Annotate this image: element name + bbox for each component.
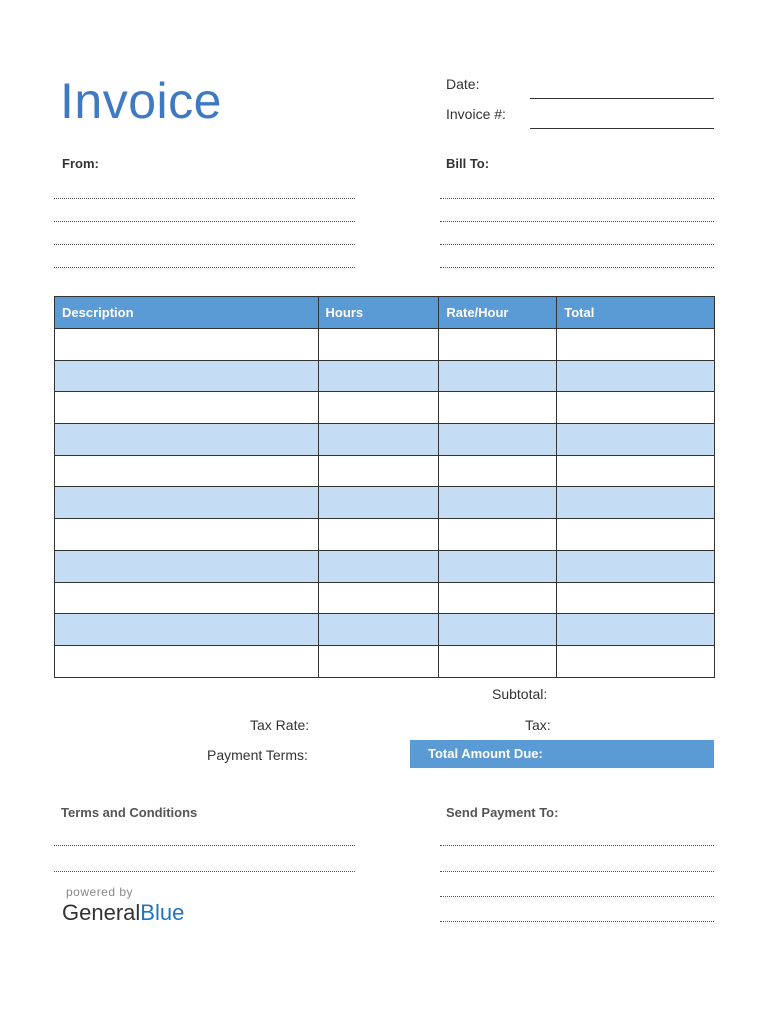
invoice-number-field[interactable] [530, 128, 714, 129]
cell-total[interactable] [557, 424, 715, 456]
payment-line-4[interactable] [440, 921, 714, 922]
cell-description[interactable] [55, 519, 319, 551]
items-table [54, 296, 715, 678]
column-header-description: Description [55, 297, 319, 329]
cell-description[interactable] [55, 645, 319, 677]
table-row [55, 455, 715, 487]
total-amount-due-bar [410, 740, 714, 768]
terms-line-1[interactable] [54, 845, 355, 846]
column-header-hours: Hours [318, 297, 439, 329]
cell-rate[interactable] [439, 360, 557, 392]
tax-label: Tax: [525, 717, 551, 733]
tax-rate-label: Tax Rate: [250, 717, 310, 733]
cell-description[interactable] [55, 424, 319, 456]
cell-rate[interactable] [439, 645, 557, 677]
cell-hours[interactable] [318, 614, 439, 646]
cell-rate[interactable] [439, 614, 557, 646]
cell-hours[interactable] [318, 329, 439, 361]
generalblue-logo [62, 900, 184, 926]
table-row [55, 487, 715, 519]
cell-description[interactable] [55, 329, 319, 361]
payment-line-1[interactable] [440, 845, 714, 846]
cell-rate[interactable] [439, 455, 557, 487]
terms-label: Terms and Conditions [61, 805, 198, 820]
payment-line-2[interactable] [440, 871, 714, 872]
cell-hours[interactable] [318, 424, 439, 456]
table-row [55, 519, 715, 551]
from-line-1[interactable] [54, 198, 355, 199]
payment-line-3[interactable] [440, 896, 714, 897]
cell-description[interactable] [55, 582, 319, 614]
cell-rate[interactable] [439, 487, 557, 519]
from-line-2[interactable] [54, 221, 355, 222]
bill-to-line-1[interactable] [440, 198, 714, 199]
date-label: Date: [446, 76, 480, 92]
cell-hours[interactable] [318, 645, 439, 677]
cell-description[interactable] [55, 550, 319, 582]
cell-total[interactable] [557, 582, 715, 614]
table-row [55, 360, 715, 392]
cell-description[interactable] [55, 487, 319, 519]
bill-to-label: Bill To: [446, 156, 490, 171]
cell-description[interactable] [55, 360, 319, 392]
cell-total[interactable] [557, 487, 715, 519]
table-row [55, 645, 715, 677]
table-row [55, 424, 715, 456]
cell-rate[interactable] [439, 424, 557, 456]
cell-rate[interactable] [439, 392, 557, 424]
logo-general: General [62, 900, 141, 925]
cell-description[interactable] [55, 455, 319, 487]
cell-hours[interactable] [318, 392, 439, 424]
cell-total[interactable] [557, 360, 715, 392]
column-header-total: Total [557, 297, 715, 329]
from-line-3[interactable] [54, 244, 355, 245]
cell-description[interactable] [55, 392, 319, 424]
cell-total[interactable] [557, 614, 715, 646]
date-field[interactable] [530, 98, 714, 99]
terms-line-2[interactable] [54, 871, 355, 872]
cell-hours[interactable] [318, 455, 439, 487]
cell-hours[interactable] [318, 519, 439, 551]
cell-description[interactable] [55, 614, 319, 646]
send-payment-label: Send Payment To: [446, 805, 559, 820]
bill-to-line-4[interactable] [440, 267, 714, 268]
table-row [55, 614, 715, 646]
cell-rate[interactable] [439, 550, 557, 582]
payment-terms-label: Payment Terms: [207, 747, 308, 763]
powered-by-text: powered by [66, 885, 134, 899]
cell-hours[interactable] [318, 550, 439, 582]
from-label: From: [62, 156, 99, 171]
cell-rate[interactable] [439, 329, 557, 361]
invoice-title: Invoice [60, 73, 222, 129]
table-row [55, 582, 715, 614]
cell-total[interactable] [557, 519, 715, 551]
cell-rate[interactable] [439, 582, 557, 614]
table-row [55, 392, 715, 424]
cell-total[interactable] [557, 392, 715, 424]
subtotal-label: Subtotal: [492, 686, 548, 702]
cell-hours[interactable] [318, 487, 439, 519]
cell-total[interactable] [557, 455, 715, 487]
table-row [55, 550, 715, 582]
cell-total[interactable] [557, 645, 715, 677]
total-amount-due-label: Total Amount Due: [428, 746, 543, 761]
invoice-number-label: Invoice #: [446, 106, 506, 122]
from-line-4[interactable] [54, 267, 355, 268]
table-header-row [55, 297, 715, 329]
column-header-rate: Rate/Hour [439, 297, 557, 329]
cell-hours[interactable] [318, 360, 439, 392]
cell-total[interactable] [557, 550, 715, 582]
table-row [55, 329, 715, 361]
bill-to-line-2[interactable] [440, 221, 714, 222]
logo-blue: Blue [140, 900, 185, 925]
cell-rate[interactable] [439, 519, 557, 551]
cell-hours[interactable] [318, 582, 439, 614]
bill-to-line-3[interactable] [440, 244, 714, 245]
cell-total[interactable] [557, 329, 715, 361]
